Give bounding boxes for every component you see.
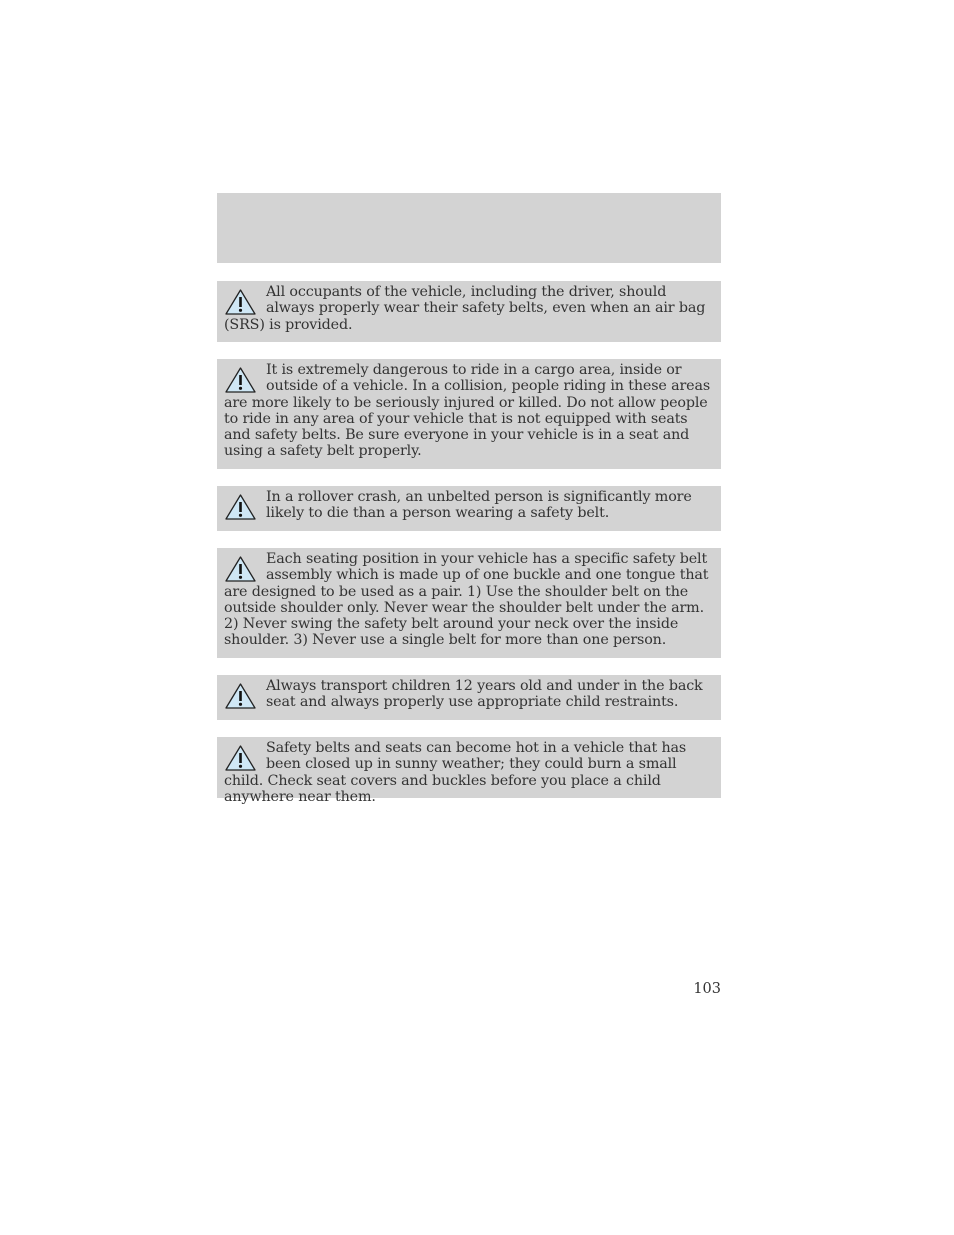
warning-triangle-icon xyxy=(224,288,257,316)
warning-box-cargo-area xyxy=(217,359,721,469)
page-number: 103 xyxy=(693,981,721,997)
warning-box-hot-belts xyxy=(217,737,721,805)
warning-triangle-icon xyxy=(224,555,257,583)
warning-triangle-icon xyxy=(224,366,257,394)
warning-box-occupants xyxy=(217,281,721,342)
warning-box-rollover xyxy=(217,486,721,531)
warning-triangle-icon xyxy=(224,493,257,521)
warning-text: Each seating position in your vehicle has a specific safety belt assembly which is made up of one buckle and one tongue that are designed to be used as a pair. 1) Use the shoulder belt on the outside shoulder only. Never wear the shoulder belt under the arm. 2) Never swing the safety belt around your neck over the inside shoulder. 3) Never use a single belt for more than one person. xyxy=(224,551,709,649)
warning-box-seating-position xyxy=(217,548,721,658)
warning-text: All occupants of the vehicle, including the driver, should always properly wear their safety belts, even when an air bag (SRS) is provided. xyxy=(224,284,706,333)
warning-triangle-icon xyxy=(224,682,257,710)
warning-box-children xyxy=(217,675,721,720)
section-header-band xyxy=(217,193,721,263)
warning-text: Safety belts and seats can become hot in a vehicle that has been closed up in sunny weather; they could burn a small child. Check seat covers and buckles before you place a child anywhere near them. xyxy=(224,740,687,805)
warning-text: It is extremely dangerous to ride in a cargo area, inside or outside of a vehicle. In a collision, people riding in these areas are more likely to be seriously injured or killed. Do not allow people to ride in any area of your vehicle that is not equipped with seats and safety belts. Be sure everyone in your vehicle is in a seat and using a safety belt properly. xyxy=(224,362,711,460)
warning-text: In a rollover crash, an unbelted person is significantly more likely to die than a person wearing a safety belt. xyxy=(266,489,692,522)
warning-text: Always transport children 12 years old and under in the back seat and always properly use appropriate child restraints. xyxy=(266,678,703,711)
warning-triangle-icon xyxy=(224,744,257,772)
